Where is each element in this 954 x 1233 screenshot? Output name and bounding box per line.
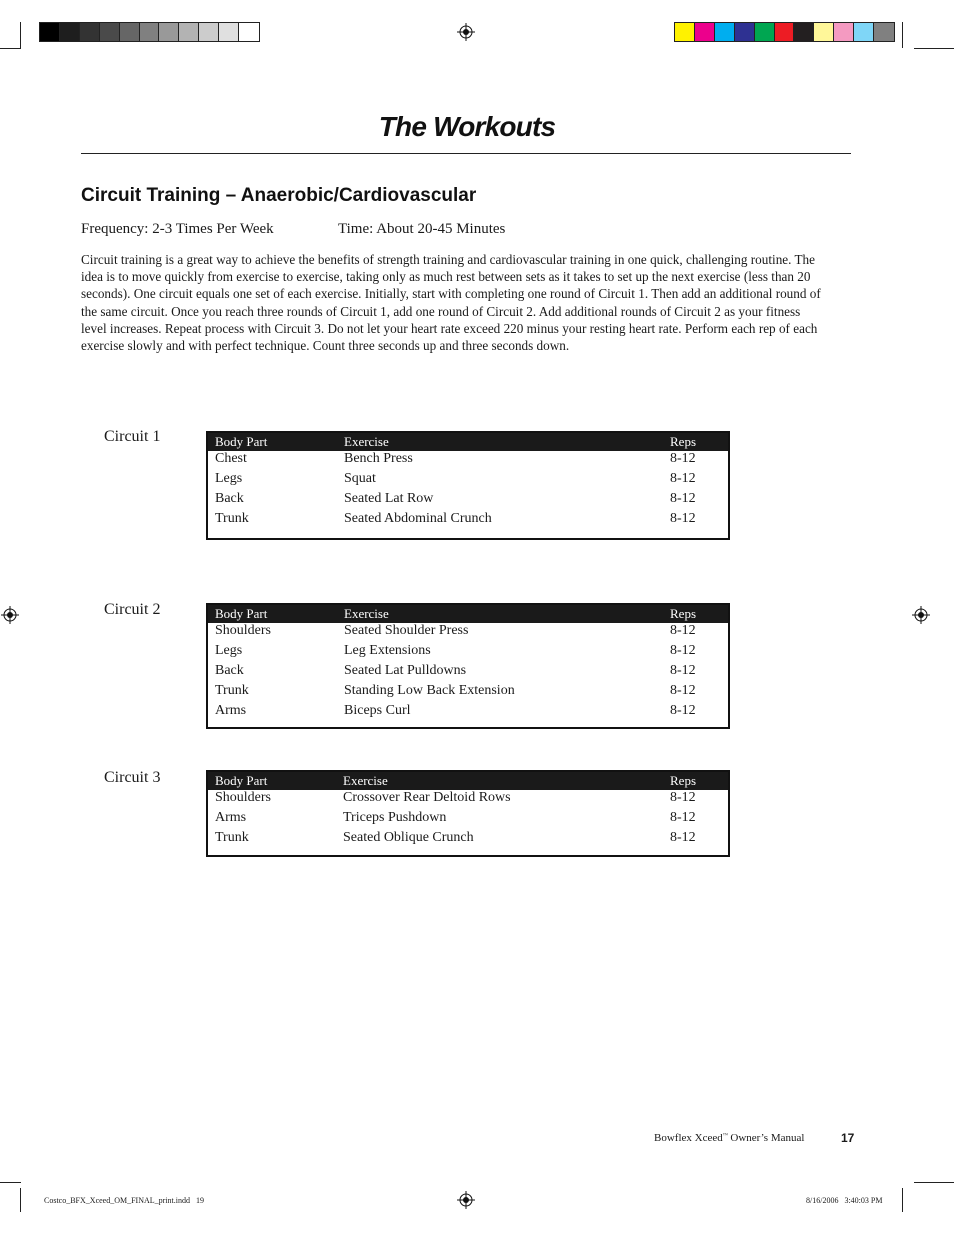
color-swatch xyxy=(775,23,795,41)
color-swatch xyxy=(140,23,160,41)
table-row xyxy=(208,511,728,531)
header-exercise: Exercise xyxy=(344,434,389,449)
reps-cell: 8-12 xyxy=(670,643,696,658)
header-body-part: Body Part xyxy=(215,434,268,449)
crop-mark xyxy=(0,1182,21,1183)
crop-mark xyxy=(902,22,903,48)
page-number: 17 xyxy=(841,1131,855,1145)
slug-filename: Costco_BFX_Xceed_OM_FINAL_print.indd 19 xyxy=(44,1196,204,1205)
color-swatch xyxy=(695,23,715,41)
registration-mark-icon xyxy=(912,606,930,624)
body-part-cell: Trunk xyxy=(215,830,249,845)
reps-cell: 8-12 xyxy=(670,511,696,526)
reps-cell: 8-12 xyxy=(670,683,696,698)
crop-mark xyxy=(0,48,21,49)
color-swatch xyxy=(60,23,80,41)
exercise-cell: Seated Abdominal Crunch xyxy=(344,511,492,526)
body-part-cell: Legs xyxy=(215,471,243,486)
color-swatch xyxy=(100,23,120,41)
crop-mark xyxy=(20,22,21,48)
table-row xyxy=(208,451,728,471)
color-swatch xyxy=(219,23,239,41)
footer-manual-name xyxy=(654,1132,804,1144)
reps-cell: 8-12 xyxy=(670,623,696,638)
intro-paragraph: Circuit training is a great way to achieve the benefits of strength training and cardiovascular training in one quick, challenging routine. The idea is to move quickly from exercise to exercise, taking only as much rest between sets as it takes to set up the next exercise (less than 20 seconds). One circuit equals one set of each exercise. Initially, start with completing one round of Circuit 1. Then add an additional round of the same circuit. Once you reach three rounds of Circuit 1, add one round of Circuit 2. Add additional rounds of Circuit 2 as your fitness level increases. Repeat process with Circuit 3. Do not let your heart rate exceed 220 minus your resting heart rate. Perform each rep of each exercise slowly and with perfect technique. Count three seconds up and three seconds down. xyxy=(81,252,821,354)
color-swatch xyxy=(239,23,259,41)
header-reps: Reps xyxy=(670,434,696,449)
exercise-cell: Triceps Pushdown xyxy=(343,810,447,825)
body-part-cell: Shoulders xyxy=(215,623,271,638)
reps-cell: 8-12 xyxy=(670,790,696,805)
exercise-cell: Seated Lat Pulldowns xyxy=(344,663,467,678)
table-row xyxy=(208,643,728,663)
exercise-cell: Seated Lat Row xyxy=(344,491,434,506)
table-row xyxy=(208,471,728,491)
header-body-part: Body Part xyxy=(215,606,268,621)
slug-timestamp: 8/16/2006 3:40:03 PM xyxy=(806,1196,883,1205)
grayscale-color-bar xyxy=(39,22,260,42)
table-row xyxy=(208,830,728,850)
circuit-label: Circuit 3 xyxy=(104,769,161,786)
circuit-table xyxy=(206,770,730,857)
title-rule xyxy=(81,153,851,154)
time-text: Time: About 20-45 Minutes xyxy=(338,221,506,237)
body-part-cell: Arms xyxy=(215,810,247,825)
body-part-cell: Back xyxy=(215,491,244,506)
frequency-text: Frequency: 2-3 Times Per Week xyxy=(81,221,274,237)
reps-cell: 8-12 xyxy=(670,830,696,845)
process-color-bar xyxy=(674,22,895,42)
crop-mark xyxy=(914,1182,954,1183)
table-header xyxy=(208,433,728,451)
circuit-table xyxy=(206,431,730,540)
body-part-cell: Trunk xyxy=(215,511,249,526)
body-part-cell: Shoulders xyxy=(215,790,271,805)
table-row xyxy=(208,810,728,830)
exercise-cell: Leg Extensions xyxy=(344,643,431,658)
color-swatch xyxy=(854,23,874,41)
table-header xyxy=(208,605,728,623)
body-part-cell: Arms xyxy=(215,703,247,718)
color-swatch xyxy=(794,23,814,41)
color-swatch xyxy=(199,23,219,41)
crop-mark xyxy=(914,48,954,49)
table-header xyxy=(208,772,728,790)
crop-mark xyxy=(20,1188,21,1212)
color-swatch xyxy=(715,23,735,41)
color-swatch xyxy=(675,23,695,41)
exercise-cell: Squat xyxy=(344,471,376,486)
reps-cell: 8-12 xyxy=(670,810,696,825)
exercise-cell: Seated Shoulder Press xyxy=(344,623,469,638)
registration-mark-icon xyxy=(1,606,19,624)
exercise-cell: Biceps Curl xyxy=(344,703,411,718)
table-row xyxy=(208,683,728,703)
color-swatch xyxy=(735,23,755,41)
color-swatch xyxy=(814,23,834,41)
table-row xyxy=(208,491,728,511)
reps-cell: 8-12 xyxy=(670,703,696,718)
color-swatch xyxy=(40,23,60,41)
reps-cell: 8-12 xyxy=(670,471,696,486)
registration-mark-icon xyxy=(457,23,475,41)
reps-cell: 8-12 xyxy=(670,451,696,466)
body-part-cell: Back xyxy=(215,663,244,678)
section-heading: Circuit Training – Anaerobic/Cardiovascular xyxy=(81,185,477,206)
header-reps: Reps xyxy=(670,773,696,788)
color-swatch xyxy=(834,23,854,41)
exercise-cell: Seated Oblique Crunch xyxy=(343,830,474,845)
reps-cell: 8-12 xyxy=(670,491,696,506)
header-reps: Reps xyxy=(670,606,696,621)
color-swatch xyxy=(120,23,140,41)
crop-mark xyxy=(902,1188,903,1212)
header-body-part: Body Part xyxy=(215,773,268,788)
manual-name: Bowflex Xceed xyxy=(654,1132,723,1144)
body-part-cell: Legs xyxy=(215,643,243,658)
table-row xyxy=(208,663,728,683)
color-swatch xyxy=(874,23,894,41)
exercise-cell: Bench Press xyxy=(344,451,413,466)
body-part-cell: Trunk xyxy=(215,683,249,698)
reps-cell: 8-12 xyxy=(670,663,696,678)
body-part-cell: Chest xyxy=(215,451,247,466)
color-swatch xyxy=(80,23,100,41)
page-title: The Workouts xyxy=(378,111,556,142)
circuit-label: Circuit 1 xyxy=(104,428,161,445)
header-exercise: Exercise xyxy=(343,773,388,788)
exercise-cell: Standing Low Back Extension xyxy=(344,683,515,698)
color-swatch xyxy=(179,23,199,41)
color-swatch xyxy=(755,23,775,41)
circuit-table xyxy=(206,603,730,729)
header-exercise: Exercise xyxy=(344,606,389,621)
exercise-cell: Crossover Rear Deltoid Rows xyxy=(343,790,511,805)
table-row xyxy=(208,790,728,810)
table-row xyxy=(208,623,728,643)
color-swatch xyxy=(159,23,179,41)
circuit-label: Circuit 2 xyxy=(104,601,161,618)
manual-suffix: Owner’s Manual xyxy=(727,1132,805,1144)
registration-mark-icon xyxy=(457,1191,475,1209)
table-row xyxy=(208,703,728,723)
trademark-symbol: ™ xyxy=(722,1133,728,1139)
